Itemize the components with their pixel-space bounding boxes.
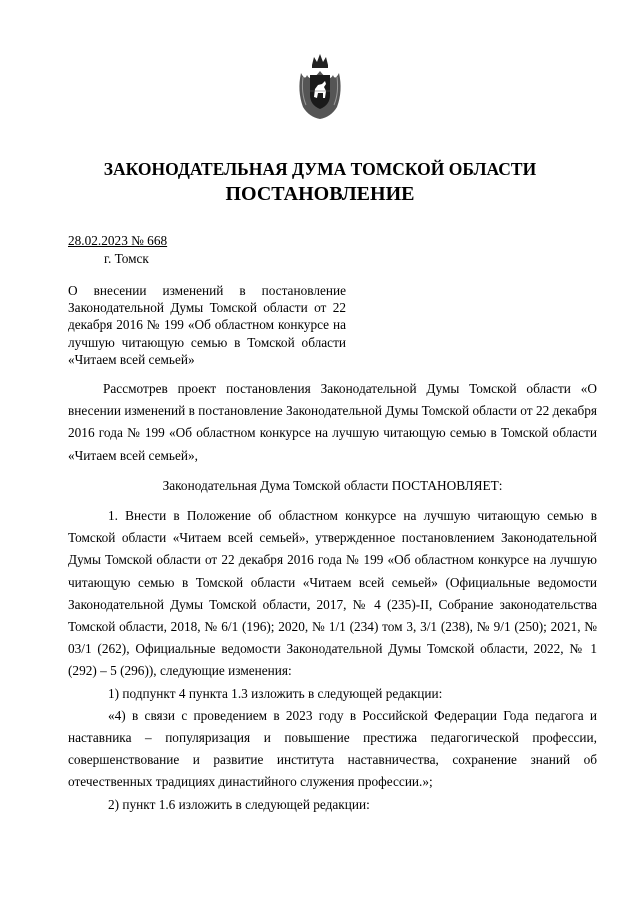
clause-1-paragraph: 1. Внести в Положение об областном конкурсе на лучшую читающую семью в Томской области «Читаем всей семьей», утвержденное постановлением Законодательной Думы Томской области от 22 декабря 2016 года № 199 «Об областном конкурсе на лучшую читающую семью в Томской области «Читаем всей семьей» (Официальные ведомости Законодательной Думы Томской области, 2017, № 4 (235)-II, Собрание законодательства Томской области, 2018, № 6/1 (196); 2020, № 1/1 (234) том 3, 3/1 (238), № 9/1 (250); 2021, № 03/1 (262), Официальные ведомости Законодательной Думы Томской области, 2022, № 1 (292) – 5 (296)), следующие изменения: xyxy=(68,508,597,679)
coat-of-arms-icon xyxy=(295,51,345,121)
quoted-amendment-paragraph: «4) в связи с проведением в 2023 году в Российской Федерации Года педагога и наставника – популяризация и повышение престижа педагогической профессии, совершенствование и развитие института наставничества, сохранение знаний об отечественных традициях династийного служения профессии.»; xyxy=(68,707,597,790)
organization-name: ЗАКОНОДАТЕЛЬНАЯ ДУМА ТОМСКОЙ ОБЛАСТИ xyxy=(103,159,537,179)
resolution-statement: Законодательная Дума Томской области ПОСТАНОВЛЯЕТ: xyxy=(162,477,503,493)
subclause-1-paragraph: 1) подпункт 4 пункта 1.3 изложить в следующей редакции: xyxy=(108,685,443,701)
subclause-2-paragraph: 2) пункт 1.6 изложить в следующей редакции: xyxy=(108,796,370,812)
coat-of-arms-graphic xyxy=(295,51,345,121)
document-subject: О внесении изменений в постановление Законодательной Думы Томской области от 22 декабря 2016 № 199 «Об областном конкурсе на лучшую читающую семью в Томской области «Читаем всей семьей» xyxy=(68,283,346,367)
preamble-paragraph: Рассмотрев проект постановления Законодательной Думы Томской области «О внесении изменений в постановление Законодательной Думы Томской области от 22 декабря 2016 года № 199 «Об областном конкурсе на лучшую читающую семью в Томской области «Читаем всей семьей», xyxy=(68,381,597,463)
document-city: г. Томск xyxy=(104,251,149,266)
document-date-number: 28.02.2023 № 668 xyxy=(68,233,168,248)
document-type-title: ПОСТАНОВЛЕНИЕ xyxy=(225,183,415,205)
document-body xyxy=(68,378,597,816)
